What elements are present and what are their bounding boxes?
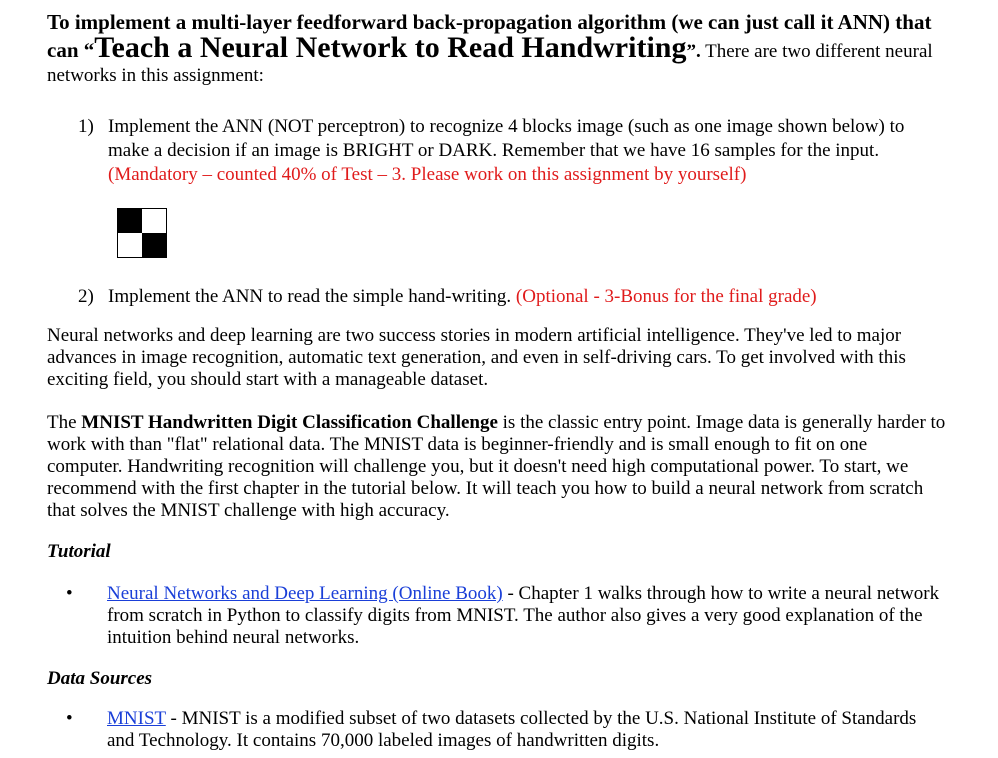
bullet-dot: • — [66, 583, 73, 604]
item-text: Implement the ANN to read the simple hand-writing. — [108, 286, 516, 307]
intro-rest-text: There are two different neural networks in this assignment: — [47, 41, 933, 86]
paragraph-neural-networks: Neural networks and deep learning are two success stories in modern artificial intelligence. They've led to major advances in image recognition, automatic text generation, and even in self-driving cars. To get involved with this exciting field, you should start with a manageable dataset. — [47, 325, 906, 390]
data-sources-text: - MNIST is a modified subset of two datasets collected by the U.S. National Institute of Standards and Technology. It contains 70,000 labeled images of handwritten digits. — [107, 708, 917, 751]
online-book-link[interactable]: Neural Networks and Deep Learning (Online Book) — [107, 583, 503, 604]
paragraph-mnist-challenge — [47, 412, 947, 522]
four-block-sample-image — [117, 208, 167, 258]
item-number: 1) — [78, 116, 94, 137]
item-number: 2) — [78, 286, 94, 307]
numbered-item-1 — [78, 115, 928, 187]
block-bottom-right — [142, 233, 166, 257]
bullet-dot: • — [66, 708, 73, 729]
block-top-left — [118, 209, 142, 233]
data-sources-heading: Data Sources — [47, 668, 153, 689]
item-note: (Mandatory – counted 40% of Test – 3. Please work on this assignment by yourself) — [108, 164, 747, 185]
para-lead: The — [47, 412, 82, 433]
tutorial-bullet — [66, 583, 946, 649]
item-note: (Optional - 3-Bonus for the final grade) — [515, 286, 817, 307]
item-text: Implement the ANN (NOT perceptron) to recognize 4 blocks image (such as one image shown below) to make a decision if an image is BRIGHT or DARK. Remember that we have 16 samples for the input. — [108, 116, 905, 161]
tutorial-text: - Chapter 1 walks through how to write a neural network from scratch in Python to classify digits from MNIST. The author also gives a very good explanation of the intuition behind neural networks. — [107, 583, 940, 648]
intro-title: Teach a Neural Network to Read Handwriting — [94, 31, 687, 64]
para-rest: is the classic entry point. Image data is generally harder to work with than "flat" relational data. The MNIST data is beginner-friendly and is small enough to fit on one computer. Handwriting recognition will challenge you, but it doesn't need high computational power. To start, we recommend with the first chapter in the tutorial below. It will teach you how to build a neural network from scratch that solves the MNIST challenge with high accuracy. — [47, 412, 946, 521]
block-bottom-left — [118, 233, 142, 257]
mnist-challenge-name: MNIST Handwritten Digit Classification Challenge — [81, 412, 498, 433]
tutorial-heading: Tutorial — [47, 541, 111, 562]
numbered-item-2 — [78, 285, 928, 309]
intro-close-quote: ”. — [686, 41, 701, 62]
mnist-link[interactable]: MNIST — [107, 708, 166, 729]
block-top-right — [142, 209, 166, 233]
data-sources-bullet — [66, 708, 946, 752]
intro-bold-text: To implement a multi-layer feedforward back-propagation algorithm (we can just call it ANN) that can “ — [47, 10, 932, 62]
assignment-intro — [47, 10, 967, 88]
